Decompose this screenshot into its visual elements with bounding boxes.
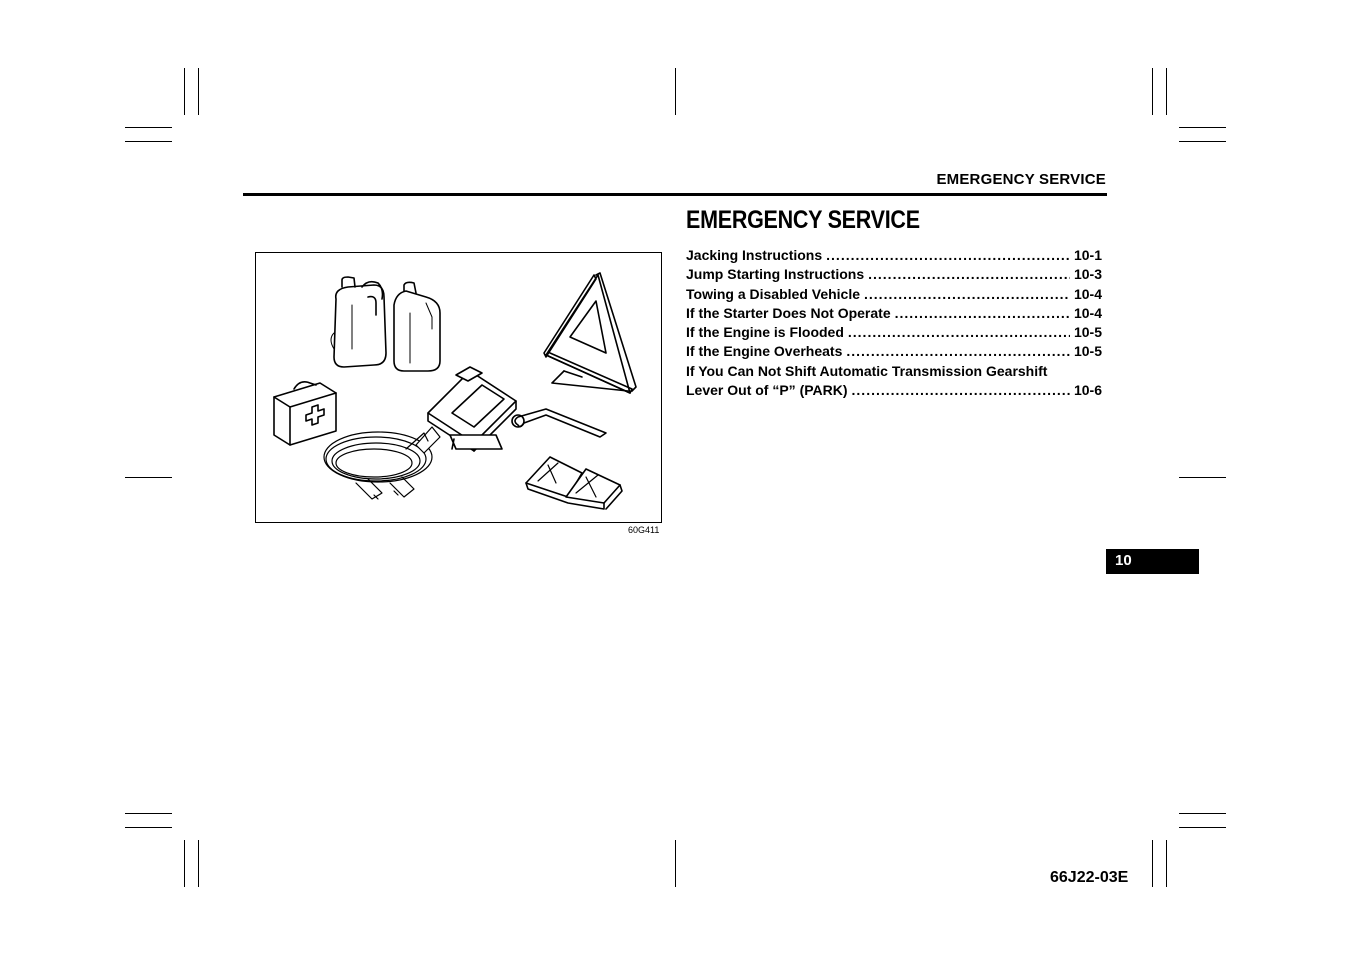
crop-mark (1166, 840, 1167, 887)
jack-handle-icon (512, 409, 606, 437)
toc-entry-towing[interactable] (686, 286, 1102, 305)
fluid-jug-icon (331, 277, 386, 367)
crop-mark (1179, 813, 1226, 814)
table-of-contents (686, 247, 1102, 401)
toc-entry-jacking[interactable] (686, 247, 1102, 266)
crop-mark (125, 477, 172, 478)
crop-mark (125, 127, 172, 128)
jumper-cables-icon (324, 427, 440, 499)
crop-mark (125, 827, 172, 828)
toc-label: If the Engine is Flooded (686, 324, 844, 341)
crop-mark (1152, 840, 1153, 887)
toc-label: Jump Starting Instructions (686, 266, 865, 283)
crop-mark (675, 840, 676, 887)
first-aid-kit-icon (274, 382, 336, 445)
running-header: EMERGENCY SERVICE (936, 171, 1106, 188)
crop-mark (675, 68, 676, 115)
toc-page: 10-6 (1073, 382, 1102, 399)
toc-leader (895, 305, 1070, 321)
emergency-kit-illustration (255, 252, 662, 523)
toc-page: 10-1 (1073, 247, 1102, 263)
wheel-chocks-icon (526, 457, 622, 509)
crop-mark (1179, 827, 1226, 828)
crop-mark (1179, 477, 1226, 478)
toc-label: Towing a Disabled Vehicle (686, 285, 861, 302)
toc-entry-gearshift[interactable] (686, 363, 1102, 382)
toc-entry-flooded[interactable] (686, 324, 1102, 343)
toc-entry-overheats[interactable] (686, 343, 1102, 362)
crop-mark (1166, 68, 1167, 115)
crop-mark (198, 68, 199, 115)
page-title: EMERGENCY SERVICE (686, 206, 920, 234)
chapter-tab: 10 (1106, 549, 1199, 574)
toc-page: 10-5 (1073, 324, 1102, 341)
toc-leader (848, 324, 1070, 340)
toc-leader (868, 266, 1070, 282)
crop-mark (125, 813, 172, 814)
crop-mark (184, 840, 185, 887)
fluid-jug-icon (394, 282, 440, 371)
toc-leader (864, 286, 1070, 302)
toc-label: If You Can Not Shift Automatic Transmission Gearshift (686, 362, 1048, 379)
crop-mark (1179, 127, 1226, 128)
header-rule (243, 193, 1107, 196)
toc-leader (846, 343, 1070, 359)
figure-code: 60G411 (628, 525, 660, 535)
jack-icon (428, 367, 516, 451)
toc-page: 10-4 (1073, 304, 1102, 321)
toc-page: 10-4 (1073, 285, 1102, 302)
toc-leader (826, 247, 1070, 263)
toc-label: If the Starter Does Not Operate (686, 304, 891, 321)
toc-entry-gearshift-cont[interactable] (686, 382, 1102, 401)
crop-mark (184, 68, 185, 115)
toc-leader (852, 382, 1070, 398)
crop-mark (1152, 68, 1153, 115)
toc-entry-starter[interactable] (686, 305, 1102, 324)
document-code: 66J22-03E (1050, 869, 1129, 886)
warning-triangle-icon (544, 273, 636, 393)
toc-label: Jacking Instructions (686, 247, 823, 263)
crop-mark (1179, 141, 1226, 142)
crop-mark (125, 141, 172, 142)
toc-page: 10-3 (1073, 266, 1102, 283)
toc-label: Lever Out of “P” (PARK) (686, 382, 848, 399)
toc-page: 10-5 (1073, 343, 1102, 360)
toc-label: If the Engine Overheats (686, 343, 843, 360)
toc-entry-jump-starting[interactable] (686, 266, 1102, 285)
crop-mark (198, 840, 199, 887)
